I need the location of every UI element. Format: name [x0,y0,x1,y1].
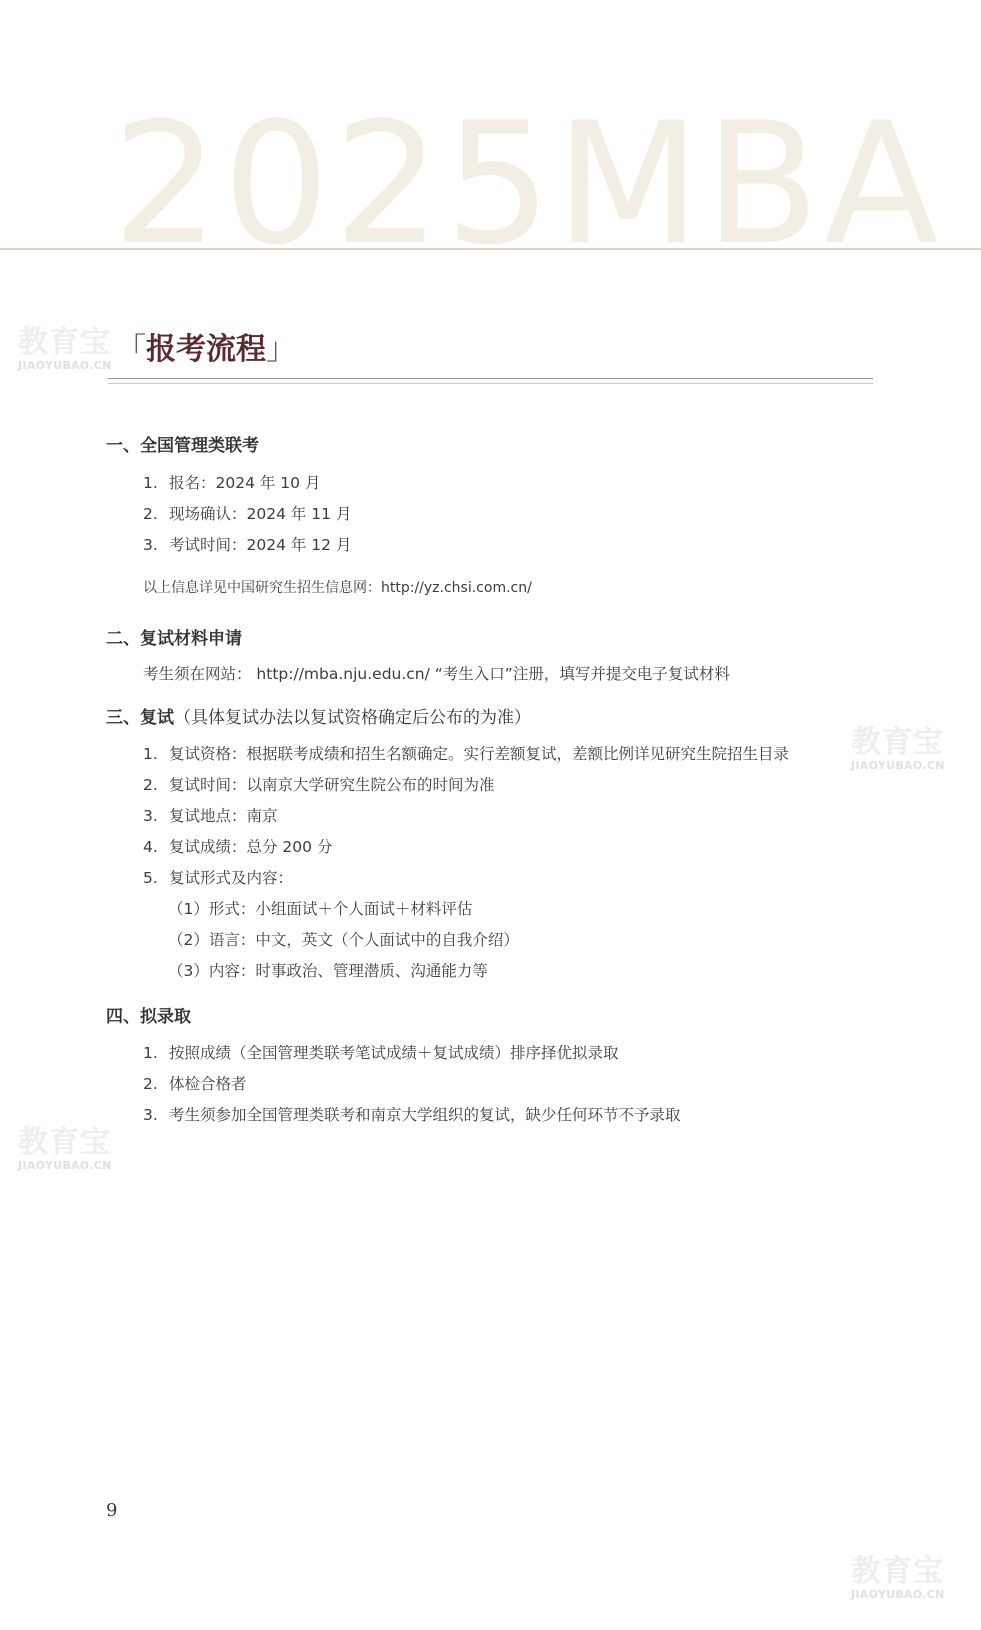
section-heading-interview [106,706,531,730]
section-heading-exam: 一、全国管理类联考 [106,436,259,456]
watermark-en: JIAOYUBAO.CN [851,1588,945,1601]
list-item [143,867,293,889]
sub-list-item: （2）语言：中文，英文（个人面试中的自我介绍） [168,931,519,949]
list-item-text: 现场确认：2024 年 11 月 [169,505,352,523]
list-item-number: 2. [143,1075,158,1093]
list-item [143,1042,619,1064]
title-divider [108,378,873,379]
list-item-text: 复试形式及内容： [169,869,294,887]
section-heading-admission: 四、拟录取 [106,1007,191,1027]
list-item-text: 复试资格：根据联考成绩和招生名额确定。实行差额复试，差额比例详见研究生院招生目录 [169,745,790,763]
list-item [143,805,278,827]
title-close-bracket: 」 [266,332,296,367]
section-heading-interview-title: 三、复试 [106,708,174,728]
watermark-cn: 教育宝 [18,1125,111,1160]
watermark-cn: 教育宝 [851,1554,944,1589]
top-divider [0,248,981,250]
title-text: 报考流程 [146,332,266,367]
list-item-text: 按照成绩（全国管理类联考笔试成绩＋复试成绩）排序择优拟录取 [169,1044,619,1062]
list-item-text: 复试时间：以南京大学研究生院公布的时间为准 [169,776,495,794]
list-item-number: 1. [143,474,158,492]
watermark-en: JIAOYUBAO.CN [18,1159,112,1172]
section-heading-materials: 二、复试材料申请 [106,629,242,649]
list-item-number: 3. [143,536,158,554]
list-item-text: 复试成绩：总分 200 分 [169,838,333,856]
watermark-cn: 教育宝 [851,725,944,760]
list-item-text: 复试地点：南京 [169,807,278,825]
list-item-number: 1. [143,1044,158,1062]
list-item-number: 5. [143,869,158,887]
list-item [143,743,789,765]
watermark-logo [851,1555,945,1601]
list-item-text: 体检合格者 [169,1075,247,1093]
list-item-text: 报名：2024 年 10 月 [169,474,321,492]
list-item [143,503,351,525]
watermark-cn: 教育宝 [18,325,111,360]
list-item-number: 2. [143,776,158,794]
list-item-text: 考试时间：2024 年 12 月 [169,536,352,554]
sub-list-item: （3）内容：时事政治、管理潜质、沟通能力等 [168,962,488,980]
list-item-number: 1. [143,745,158,763]
watermark-logo [851,726,945,772]
section-heading-interview-note: （具体复试办法以复试资格确定后公布的为准） [174,708,531,728]
sub-list-item: （1）形式：小组面试＋个人面试＋材料评估 [168,900,473,918]
list-item-number: 4. [143,838,158,856]
page-title [116,330,296,370]
watermark-en: JIAOYUBAO.CN [18,359,112,372]
materials-text: 考生须在网站： http://mba.nju.edu.cn/ “考生入口”注册，填写并提交电子复试材料 [143,665,730,683]
list-item [143,1073,247,1095]
list-item [143,836,332,858]
title-divider-secondary [108,383,873,384]
info-note: 以上信息详见中国研究生招生信息网：http://yz.chsi.com.cn/ [143,580,532,596]
list-item [143,534,351,556]
list-item-number: 3. [143,807,158,825]
watermark-logo [18,1126,112,1172]
list-item-number: 3. [143,1106,158,1124]
list-item [143,1104,681,1126]
watermark-en: JIAOYUBAO.CN [851,759,945,772]
title-open-bracket: 「 [116,332,146,367]
list-item-number: 2. [143,505,158,523]
background-year-text: 2025MBA [112,86,943,282]
page-number: 9 [106,1500,118,1521]
watermark-logo [18,326,112,372]
list-item-text: 考生须参加全国管理类联考和南京大学组织的复试，缺少任何环节不予录取 [169,1106,681,1124]
list-item [143,472,320,494]
list-item [143,774,495,796]
